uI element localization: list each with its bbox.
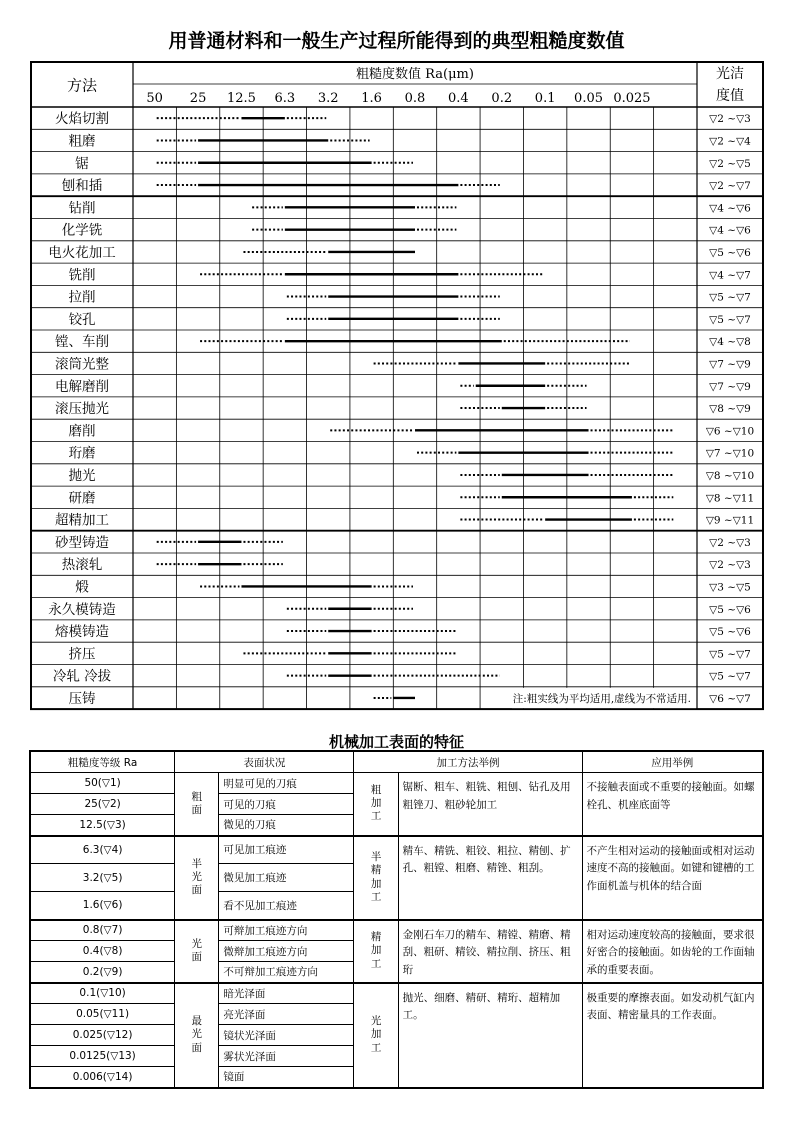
method-name: 压铸 — [68, 690, 96, 707]
method-name: 永久模铸造 — [48, 601, 116, 618]
ra-tick-label: 12.5 — [226, 91, 256, 106]
surface-class-label: 最 光 面 — [175, 983, 219, 1088]
application-examples: 相对运动速度较高的接触面，要求很好密合的接触面。如齿轮的工作面轴承的重要表面。 — [582, 920, 763, 983]
features-table — [29, 750, 764, 1089]
ra-tick-label: 3.2 — [317, 91, 339, 106]
method-name: 锯 — [75, 155, 89, 172]
ra-grade: 0.025(▽12) — [30, 1025, 175, 1046]
ra-tick-label: 0.05 — [574, 91, 604, 106]
surface-state: 镜状光泽面 — [219, 1025, 354, 1046]
ra-grade: 3.2(▽5) — [30, 864, 175, 892]
header-ra: 粗糙度等级 Ra — [30, 751, 175, 773]
method-header: 方法 — [66, 76, 98, 95]
method-examples: 锯断、粗车、粗铣、粗刨、钻孔及用粗锉刀、粗砂轮加工 — [398, 773, 582, 836]
grade-value: ▽5 ~▽6 — [709, 626, 751, 639]
method-name: 滚筒光整 — [55, 356, 109, 373]
method-name: 冷轧 冷拔 — [52, 668, 112, 685]
surface-class-label: 粗 面 — [175, 773, 219, 836]
table-row — [30, 920, 763, 941]
grade-value: ▽7 ~▽9 — [709, 358, 751, 371]
ra-tick-label: 0.4 — [448, 91, 469, 106]
ra-grade: 0.006(▽14) — [30, 1067, 175, 1088]
grade-value: ▽9 ~▽11 — [705, 514, 755, 527]
method-name: 砂型铸造 — [55, 534, 109, 551]
grade-value: ▽4 ~▽7 — [709, 269, 751, 282]
method-name: 电解磨削 — [55, 378, 109, 395]
table-row — [30, 836, 763, 864]
method-name: 滚压抛光 — [55, 401, 109, 418]
surface-state: 微见的刀痕 — [219, 815, 354, 836]
grade-value: ▽2 ~▽3 — [709, 536, 751, 549]
grade-value: ▽6 ~▽10 — [705, 425, 755, 438]
ra-grade: 0.0125(▽13) — [30, 1046, 175, 1067]
surface-class-label: 光 面 — [175, 920, 219, 983]
grade-value: ▽8 ~▽11 — [705, 492, 755, 505]
grade-value: ▽5 ~▽6 — [709, 246, 751, 259]
ra-grade: 1.6(▽6) — [30, 892, 175, 920]
method-name: 煅 — [75, 579, 89, 596]
method-name: 超精加工 — [55, 512, 109, 529]
ra-tick-label: 25 — [189, 91, 207, 106]
method-name: 铣削 — [68, 267, 96, 284]
method-name: 刨和插 — [61, 178, 103, 195]
grade-value: ▽5 ~▽7 — [709, 291, 751, 304]
surface-state: 镜面 — [219, 1067, 354, 1088]
application-examples: 不接触表面或不重要的接触面。如螺栓孔、机座底面等 — [582, 773, 763, 836]
grade-value: ▽6 ~▽7 — [709, 692, 751, 705]
ra-tick-label: 6.3 — [274, 91, 296, 106]
grade-value: ▽2 ~▽3 — [709, 113, 751, 126]
method-class-label: 半 精 加 工 — [354, 836, 398, 920]
application-examples: 不产生相对运动的接触面或相对运动速度不高的接触面。如键和键槽的工作面机盖与机体的结合面 — [582, 836, 763, 920]
ra-tick-label: 0.8 — [404, 91, 426, 106]
surface-state: 可见的刀痕 — [219, 794, 354, 815]
ra-grade: 50(▽1) — [30, 773, 175, 794]
method-class-label: 精 加 工 — [354, 920, 398, 983]
grade-value: ▽2 ~▽4 — [709, 135, 751, 148]
table-row — [30, 773, 763, 794]
grade-value: ▽5 ~▽7 — [709, 670, 751, 683]
header-application: 应用举例 — [582, 751, 763, 773]
grade-value: ▽5 ~▽6 — [709, 603, 751, 616]
method-class-label: 光 加 工 — [354, 983, 398, 1088]
grade-value: ▽5 ~▽7 — [709, 648, 751, 661]
grade-value: ▽2 ~▽5 — [709, 157, 751, 170]
surface-state: 明显可见的刀痕 — [219, 773, 354, 794]
ra-grade: 12.5(▽3) — [30, 815, 175, 836]
surface-state: 微辩加工痕迹方向 — [219, 941, 354, 962]
method-name: 化学铣 — [61, 222, 103, 239]
ra-grade: 0.2(▽9) — [30, 962, 175, 983]
method-name: 磨削 — [68, 423, 96, 440]
table-row — [30, 983, 763, 1004]
grade-value: ▽4 ~▽6 — [709, 224, 751, 237]
roughness-header: 粗糙度数值 Ra(μm) — [356, 67, 474, 82]
ra-tick-label: 0.1 — [534, 91, 556, 106]
header-surface: 表面状况 — [175, 751, 354, 773]
ra-tick-label: 0.025 — [613, 91, 651, 106]
method-name: 拉削 — [68, 289, 96, 306]
grade-header-line1: 光洁 — [716, 66, 744, 82]
chart-note: 注:粗实线为平均适用,虚线为不常适用. — [512, 692, 691, 705]
grade-value: ▽4 ~▽6 — [709, 202, 751, 215]
surface-class-label: 半 光 面 — [175, 836, 219, 920]
method-name: 研磨 — [68, 490, 96, 507]
ra-tick-label: 0.2 — [491, 91, 513, 106]
table-border — [31, 62, 763, 709]
ra-grade: 0.1(▽10) — [30, 983, 175, 1004]
grade-value: ▽4 ~▽8 — [709, 336, 751, 349]
ra-grade: 6.3(▽4) — [30, 836, 175, 864]
surface-state: 不可辩加工痕迹方向 — [219, 962, 354, 983]
ra-tick-label: 50 — [146, 91, 163, 106]
method-name: 热滚轧 — [61, 557, 103, 574]
method-name: 抛光 — [68, 467, 96, 484]
grade-value: ▽2 ~▽7 — [709, 180, 751, 193]
ra-grade: 0.4(▽8) — [30, 941, 175, 962]
surface-state: 亮光泽面 — [219, 1004, 354, 1025]
method-name: 熔模铸造 — [55, 624, 109, 641]
method-name: 电火花加工 — [48, 244, 116, 261]
grade-value: ▽2 ~▽3 — [709, 559, 751, 572]
grade-value: ▽7 ~▽9 — [709, 380, 751, 393]
features-header-row — [30, 751, 763, 773]
method-name: 粗磨 — [68, 133, 96, 150]
method-name: 挤压 — [68, 646, 96, 663]
method-class-label: 粗 加 工 — [354, 773, 398, 836]
ra-grade: 0.05(▽11) — [30, 1004, 175, 1025]
method-name: 铰孔 — [68, 311, 96, 328]
ra-grade: 25(▽2) — [30, 794, 175, 815]
method-examples: 抛光、细磨、精研、精珩、超精加工。 — [398, 983, 582, 1088]
method-name: 火焰切割 — [55, 111, 109, 128]
method-name: 珩磨 — [68, 445, 96, 462]
application-examples: 极重要的摩擦表面。如发动机气缸内表面、精密量具的工作表面。 — [582, 983, 763, 1088]
surface-state: 可见加工痕迹 — [219, 836, 354, 864]
grade-value: ▽3 ~▽5 — [709, 581, 751, 594]
grade-value: ▽8 ~▽10 — [705, 469, 755, 482]
surface-state: 暗光泽面 — [219, 983, 354, 1004]
surface-state: 可辩加工痕迹方向 — [219, 920, 354, 941]
surface-state: 微见加工痕迹 — [219, 864, 354, 892]
method-name: 镗、车削 — [55, 334, 109, 351]
method-examples: 精车、精铣、粗铰、粗拉、精刨、扩孔、粗镗、粗磨、精锉、粗刮。 — [398, 836, 582, 920]
grade-value: ▽5 ~▽7 — [709, 313, 751, 326]
grade-value: ▽7 ~▽10 — [705, 447, 755, 460]
surface-state: 看不见加工痕迹 — [219, 892, 354, 920]
method-examples: 金刚石车刀的精车、精镗、精磨、精刮、粗研、精铰、精拉削、挤压、粗珩 — [398, 920, 582, 983]
method-name: 钻削 — [68, 200, 96, 217]
grade-header-line2: 度值 — [716, 88, 744, 104]
surface-state: 雾状光泽面 — [219, 1046, 354, 1067]
grade-value: ▽8 ~▽9 — [709, 403, 751, 416]
ra-grade: 0.8(▽7) — [30, 920, 175, 941]
features-table-title: 机械加工表面的特征 — [328, 733, 464, 751]
page-title: 用普通材料和一般生产过程所能得到的典型粗糙度数值 — [168, 30, 625, 52]
ra-tick-label: 1.6 — [361, 91, 382, 106]
header-method: 加工方法举例 — [354, 751, 582, 773]
